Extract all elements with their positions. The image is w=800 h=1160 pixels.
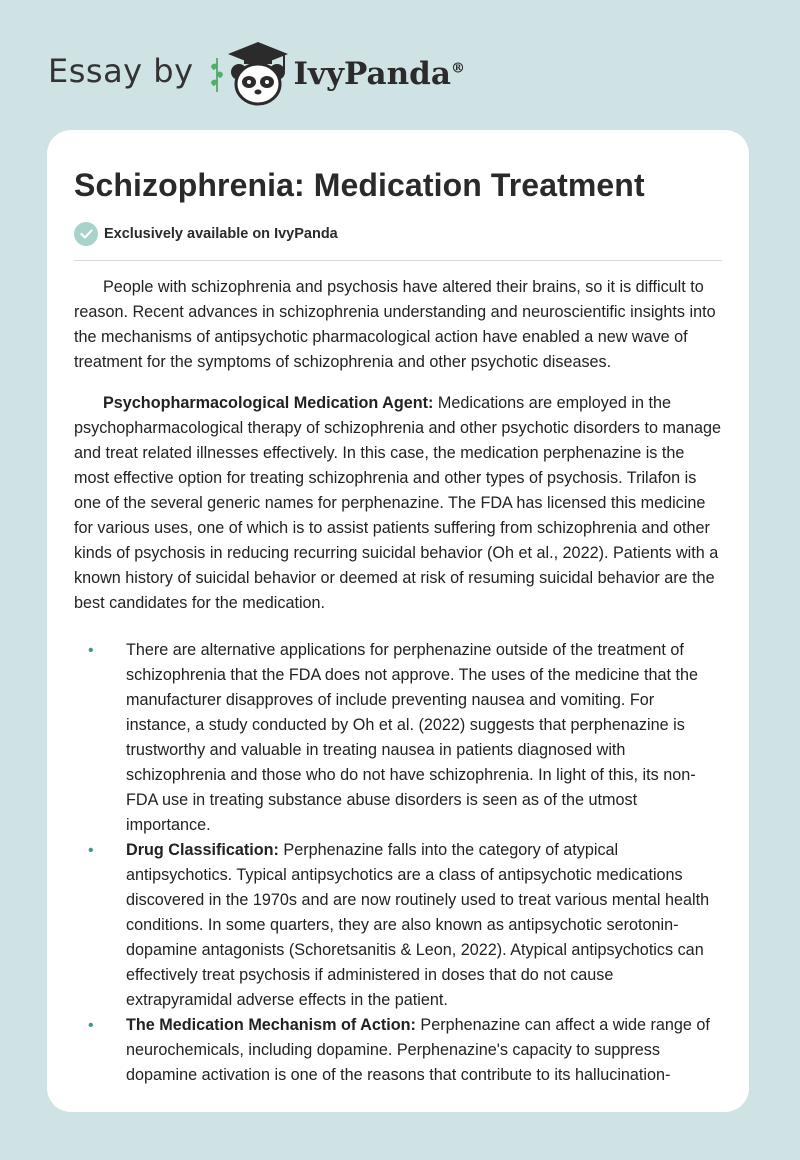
registered-mark: ® bbox=[450, 60, 465, 77]
article-card bbox=[47, 130, 749, 1112]
paragraph: Psychopharmacological Medication Agent: Medications are employed in the psychopharmacological therapy of schizophrenia and other psychotic disorders to manage and treat related illnesses effectively. In this case, the medication perphenazine is the most effective option for treating schizophrenia and other types of psychosis. Trilafon is one of the several generic names for perphenazine. The FDA has licensed this medicine for various uses, one of which is to assist patients suffering from schizophrenia and other kinds of psychosis in reducing recurring suicidal behavior (Oh et al., 2022). Patients with a known history of suicidal behavior or deemed at risk of resuming suicidal behavior are the best candidates for the medication. bbox=[74, 394, 721, 612]
site-header bbox=[48, 34, 465, 114]
ivypanda-logo[interactable] bbox=[208, 40, 465, 108]
check-icon bbox=[74, 222, 98, 246]
article-title: Schizophrenia: Medication Treatment bbox=[74, 167, 645, 203]
list-item: • There are alternative applications for perphenazine outside of the treatment of schizophrenia that the FDA does not approve. The uses of the medicine that the manufacturer disapproves of include preventing nausea and vomiting. For instance, a study conducted by Oh et al. (2022) suggests that perphenazine is trustworthy and valuable in treating nausea in patients diagnosed with schizophrenia and those who do not have schizophrenia. In light of this, its non-FDA use in treating substance abuse disorders is seen as of the utmost importance. bbox=[74, 638, 722, 838]
paragraph-heading: Psychopharmacological Medication Agent: bbox=[103, 394, 434, 412]
paragraph: People with schizophrenia and psychosis have altered their brains, so it is difficult to reason. Recent advances in schizophrenia understanding and neuroscientific insights into the mechanisms of antipsychotic pharmacological action have enabled a new wave of treatment for the symptoms of schizophrenia and other psychotic diseases. bbox=[74, 278, 716, 371]
ivy-leaf-icon bbox=[208, 54, 226, 94]
essay-by-label: Essay by bbox=[48, 52, 194, 90]
article-body bbox=[74, 275, 722, 1088]
exclusive-label: Exclusively available on IvyPanda bbox=[104, 226, 338, 242]
list-item: • The Medication Mechanism of Action: Perphenazine can affect a wide range of neurochemicals, including dopamine. Perphenazine's capacity to suppress dopamine activation is one of the reasons that contribute to its hallucination- bbox=[74, 1013, 722, 1088]
exclusive-badge bbox=[74, 222, 722, 246]
title-divider bbox=[74, 260, 722, 261]
bullet-list bbox=[74, 638, 722, 1088]
list-item-heading: The Medication Mechanism of Action: bbox=[126, 1016, 416, 1034]
list-item-heading: Drug Classification: bbox=[126, 841, 279, 859]
list-item: • Drug Classification: Perphenazine falls into the category of atypical antipsychotics. Typical antipsychotics are a class of antipsychotic medications discovered in the 1970s and are now routinely used to treat various mental health conditions. In some quarters, they are also known as antipsychotic serotonin-dopamine antagonists (Schoretsanitis & Leon, 2022). Atypical antipsychotics can effectively treat psychosis if administered in doses that do not cause extrapyramidal adverse effects in the patient. bbox=[74, 838, 722, 1013]
brand-name: IvyPanda® bbox=[293, 56, 465, 92]
panda-logo-icon bbox=[226, 40, 290, 108]
